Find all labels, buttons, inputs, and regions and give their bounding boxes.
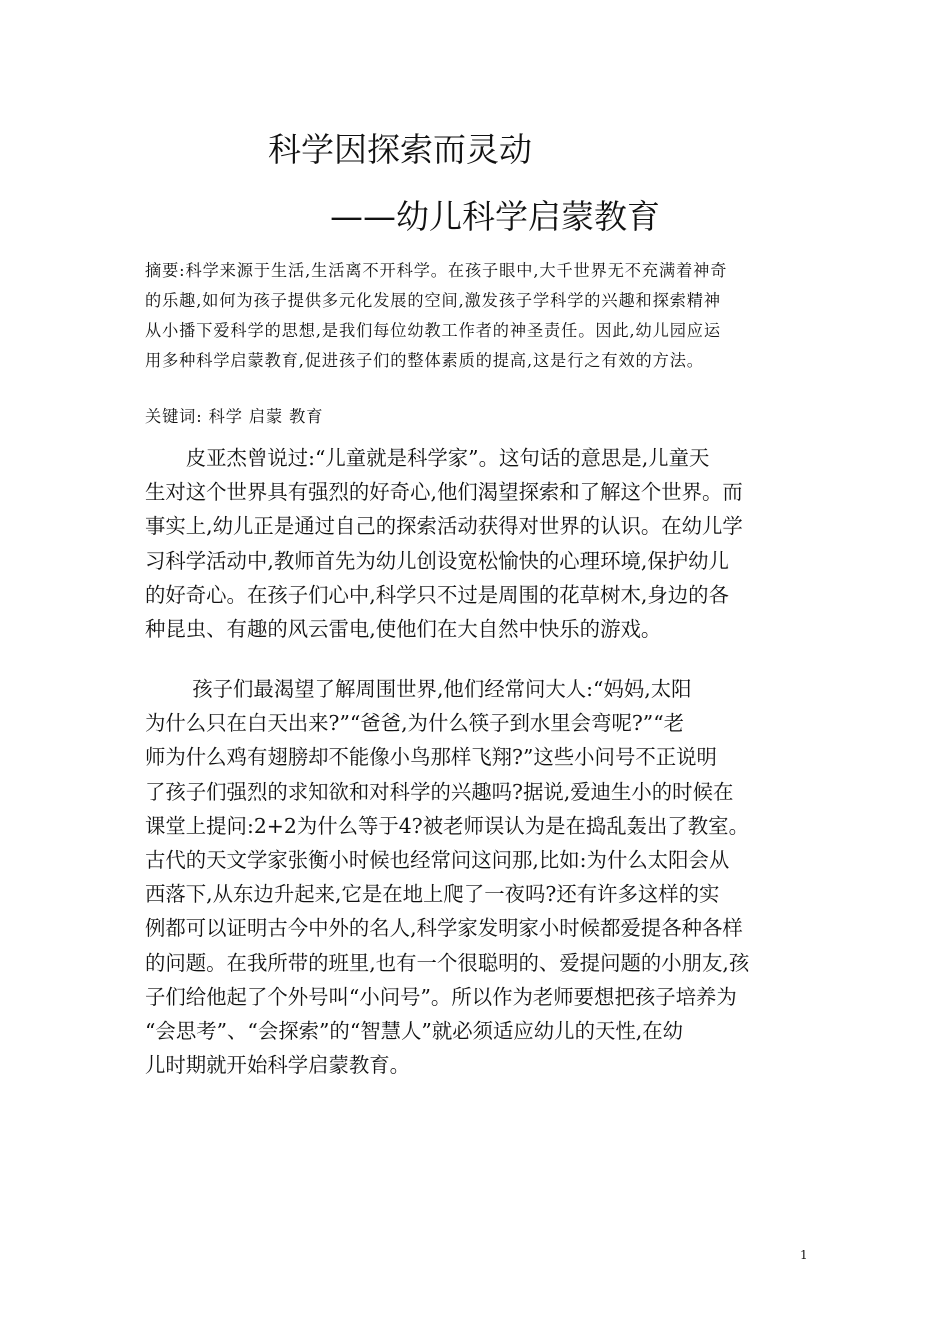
paragraph-line: 习科学活动中,教师首先为幼儿创设宽松愉快的心理环境,保护幼儿 — [145, 548, 729, 573]
paragraph-line: 例都可以证明古今中外的名人,科学家发明家小时候都爱提各种各样 — [145, 916, 743, 941]
document-subtitle: ——幼儿科学启蒙教育 — [330, 197, 660, 236]
paragraph-line: 子们给他起了个外号叫“小问号”。所以作为老师要想把孩子培养为 — [145, 984, 737, 1009]
paragraph-line: 种昆虫、有趣的风云雷电,使他们在大自然中快乐的游戏。 — [145, 617, 662, 642]
paragraph-line: 课堂上提问:2+2为什么等于4?被老师误认为是在捣乱轰出了教室。 — [145, 813, 749, 838]
paragraph-line: 西落下,从东边升起来,它是在地上爬了一夜吗?还有许多这样的实 — [145, 882, 720, 907]
paragraph-line: 孩子们最渴望了解周围世界,他们经常问大人:“妈妈,太阳 — [145, 677, 692, 701]
abstract-line: 用多种科学启蒙教育,促进孩子们的整体素质的提高,这是行之有效的方法。 — [145, 351, 704, 370]
paragraph-line: 事实上,幼儿正是通过自己的探索活动获得对世界的认识。在幼儿学 — [145, 514, 743, 539]
abstract-line: 摘要:科学来源于生活,生活离不开科学。在孩子眼中,大千世界无不充满着神奇 — [145, 261, 728, 280]
paragraph-line: 的好奇心。在孩子们心中,科学只不过是周围的花草树木,身边的各 — [145, 582, 729, 607]
paragraph-line: “会思考”、“会探索”的“智慧人”就必须适应幼儿的天性,在幼 — [145, 1019, 684, 1044]
paragraph-line: 儿时期就开始科学启蒙教育。 — [145, 1053, 411, 1078]
page-number: 1 — [800, 1248, 808, 1262]
paragraph-line: 为什么只在白天出来?”“爸爸,为什么筷子到水里会弯呢?”“老 — [145, 711, 685, 736]
document-title: 科学因探索而灵动 — [268, 130, 532, 169]
body-paragraph-2 — [145, 672, 825, 1082]
paragraph-line: 皮亚杰曾说过:“儿童就是科学家”。这句话的意思是,儿童天 — [145, 446, 710, 470]
paragraph-line: 师为什么鸡有翅膀却不能像小鸟那样飞翔?”这些小问号不正说明 — [145, 745, 717, 770]
keywords: 关键词: 科学 启蒙 教育 — [145, 407, 324, 426]
abstract-line: 的乐趣,如何为孩子提供多元化发展的空间,激发孩子学科学的兴趣和探索精神 — [145, 291, 721, 310]
paragraph-line: 了孩子们强烈的求知欲和对科学的兴趣吗?据说,爱迪生小的时候在 — [145, 779, 734, 804]
abstract — [145, 256, 810, 376]
paragraph-line: 古代的天文学家张衡小时候也经常问这问那,比如:为什么太阳会从 — [145, 848, 730, 873]
body-paragraph-1 — [145, 441, 825, 646]
paragraph-line: 的问题。在我所带的班里,也有一个很聪明的、爱提问题的小朋友,孩 — [145, 950, 750, 975]
abstract-line: 从小播下爱科学的思想,是我们每位幼教工作者的神圣责任。因此,幼儿园应运 — [145, 321, 721, 340]
paragraph-line: 生对这个世界具有强烈的好奇心,他们渴望探索和了解这个世界。而 — [145, 480, 743, 505]
